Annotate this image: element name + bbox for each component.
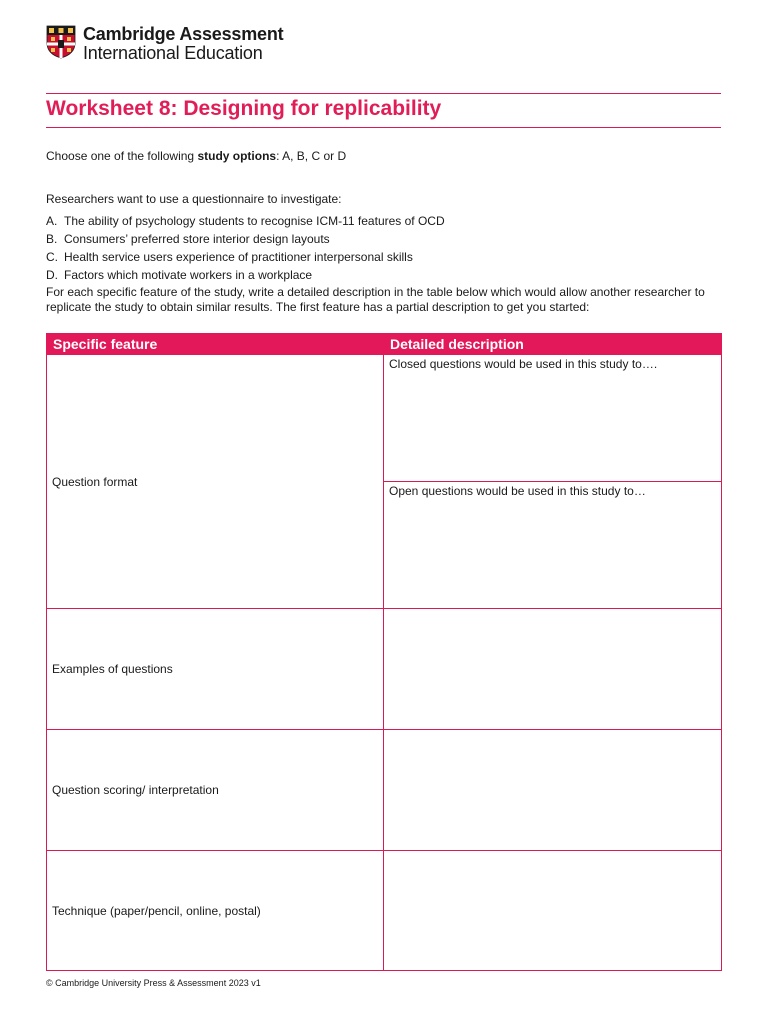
description-cell[interactable]: [384, 730, 722, 851]
option-text: The ability of psychology students to recognise ICM-11 features of OCD: [64, 214, 445, 228]
option-letter: A.: [46, 214, 58, 228]
option-text: Factors which motivate workers in a workplace: [64, 268, 313, 282]
description-cell[interactable]: Closed questions would be used in this study to….: [384, 355, 722, 482]
worksheet-title: Worksheet 8: Designing for replicability: [46, 97, 442, 120]
option-d: [46, 266, 445, 284]
feature-cell: Question scoring/ interpretation: [47, 730, 384, 851]
logo-line-2: International Education: [83, 43, 263, 63]
replicability-table: [46, 333, 722, 971]
description-cell[interactable]: [384, 851, 722, 971]
copyright-footer: © Cambridge University Press & Assessment 2023 v1: [46, 978, 261, 988]
option-letter: C.: [46, 250, 58, 264]
option-c: [46, 248, 445, 266]
option-b: [46, 230, 445, 248]
table-instruction: For each specific feature of the study, write a detailed description in the table below which would allow another researcher to replicate the study to obtain similar results. The first feature has a partial description to get you started:: [46, 285, 705, 314]
logo-line-1: Cambridge Assessment: [83, 24, 284, 44]
option-text: Health service users experience of practitioner interpersonal skills: [64, 250, 413, 264]
header-specific-feature: Specific feature: [47, 334, 384, 355]
choose-suffix: : A, B, C or D: [276, 149, 347, 163]
description-cell[interactable]: [384, 609, 722, 730]
option-letter: B.: [46, 232, 58, 246]
cambridge-crest-icon: [46, 25, 76, 59]
feature-cell: Examples of questions: [47, 609, 384, 730]
table-header-row: [47, 334, 722, 355]
cambridge-logo: [46, 25, 283, 62]
study-options-list: [46, 212, 445, 284]
header-detailed-description: Detailed description: [384, 334, 722, 355]
choose-instruction: [46, 149, 346, 163]
description-cell[interactable]: Open questions would be used in this study to…: [384, 482, 722, 609]
table-row: [47, 355, 722, 482]
table-row: [47, 609, 722, 730]
title-top-rule: [46, 93, 721, 94]
choose-bold: study options: [197, 149, 277, 163]
title-bottom-rule: [46, 127, 721, 128]
option-a: [46, 212, 445, 230]
feature-cell: Question format: [47, 355, 384, 609]
intro-text: Researchers want to use a questionnaire to investigate:: [46, 192, 342, 206]
table-row: [47, 730, 722, 851]
option-text: Consumers’ preferred store interior design layouts: [64, 232, 330, 246]
table-row: [47, 851, 722, 971]
option-letter: D.: [46, 268, 58, 282]
feature-cell: Technique (paper/pencil, online, postal): [47, 851, 384, 971]
choose-prefix: Choose one of the following: [46, 149, 198, 163]
